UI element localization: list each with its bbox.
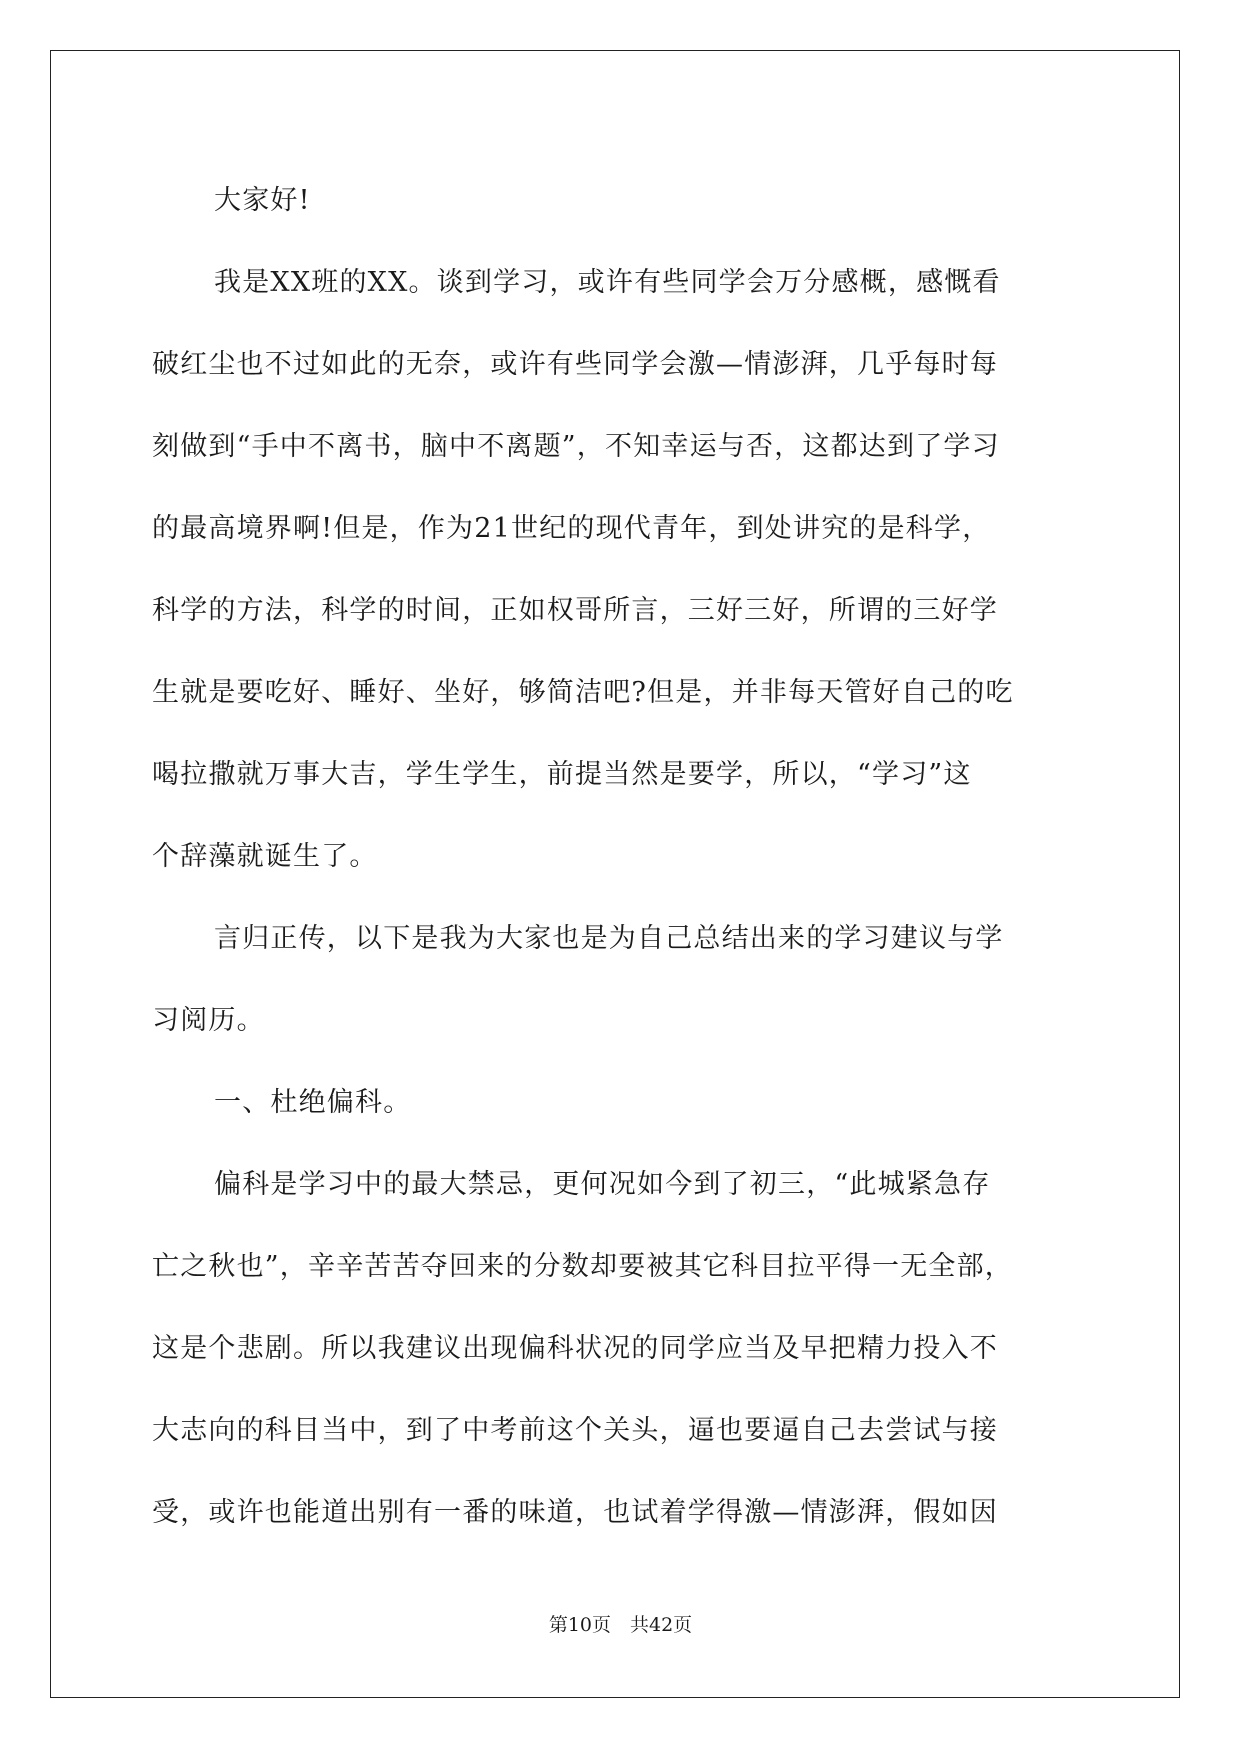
text-line: 这是个悲剧。所以我建议出现偏科状况的同学应当及早把精力投入不 (152, 1333, 998, 1364)
text-line: 大志向的科目当中，到了中考前这个关头，逼也要逼自己去尝试与接 (152, 1415, 998, 1446)
page-number-footer: 第10页 共42页 (548, 1614, 693, 1636)
text-line: 喝拉撒就万事大吉，学生学生，前提当然是要学，所以，“学习”这 (152, 759, 972, 790)
text-line: 大家好! (214, 185, 311, 216)
text-line: 我是XX班的XX。谈到学习，或许有些同学会万分感概，感慨看 (214, 267, 1001, 298)
document-body (152, 160, 1092, 1554)
text-line: 受，或许也能道出别有一番的味道，也试着学得激—情澎湃，假如因 (152, 1497, 998, 1528)
text-line: 刻做到“手中不离书，脑中不离题”，不知幸运与否，这都达到了学习 (152, 431, 1000, 462)
text-line: 言归正传，以下是我为大家也是为自己总结出来的学习建议与学 (214, 923, 1004, 954)
text-line: 科学的方法，科学的时间，正如权哥所言，三好三好，所谓的三好学 (152, 595, 998, 626)
text-line: 个辞藻就诞生了。 (152, 841, 378, 872)
text-line: 的最高境界啊!但是，作为21世纪的现代青年，到处讲究的是科学， (152, 513, 991, 544)
text-line: 习阅历。 (152, 1005, 265, 1036)
section-heading: 一、杜绝偏科。 (214, 1087, 412, 1118)
text-line: 破红尘也不过如此的无奈，或许有些同学会激—情澎湃，几乎每时每 (152, 349, 998, 380)
text-line: 偏科是学习中的最大禁忌，更何况如今到了初三，“此城紧急存 (214, 1169, 991, 1200)
text-line: 亡之秋也”，辛辛苦苦夺回来的分数却要被其它科目拉平得一无全部， (152, 1251, 1014, 1282)
text-line: 生就是要吃好、睡好、坐好，够简洁吧?但是，并非每天管好自己的吃 (152, 677, 1014, 708)
